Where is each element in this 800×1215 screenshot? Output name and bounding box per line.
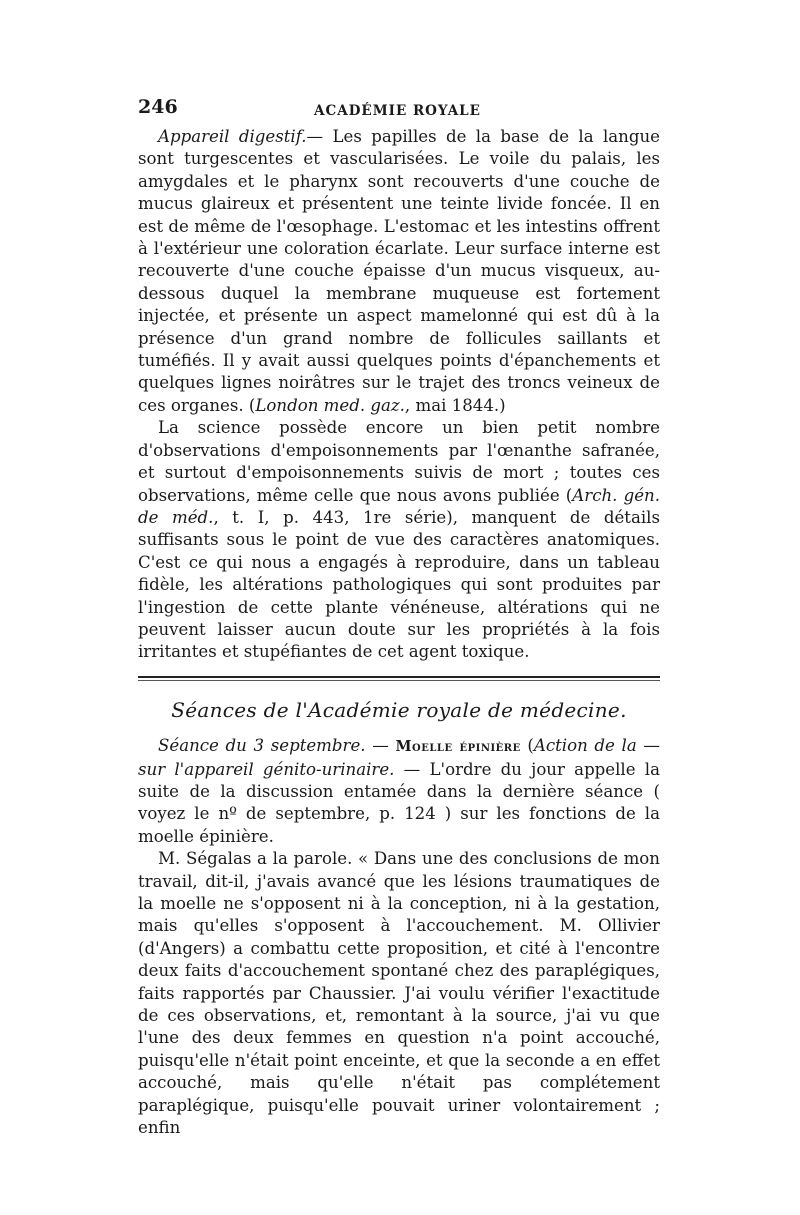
paragraph-seance xyxy=(138,735,660,848)
paren: ( xyxy=(520,736,534,756)
dash: — xyxy=(365,736,396,756)
topic-subheading: Action de la — sur l'appareil génito-urinaire. xyxy=(138,736,660,779)
page-number: 246 xyxy=(138,96,178,118)
section-divider-thin xyxy=(138,680,660,681)
topic-heading: Moelle épinière xyxy=(395,738,521,756)
seance-date: Séance du 3 septembre. xyxy=(158,736,366,756)
lead-heading: Appareil digestif. xyxy=(158,127,307,146)
paragraph-text: — L'ordre du jour appelle la suite de la discussion entamée dans la dernière séance ( voyez le nº de septembre, p. 124 ) sur les fonctions de la moelle épinière. xyxy=(138,759,661,846)
section-divider xyxy=(138,676,660,678)
section-title: Séances de l'Académie royale de médecine. xyxy=(171,697,627,722)
paragraph-text: — Les papilles de la base de la langue sont turgescentes et vascularisées. Le voile du palais, les amygdales et le pharynx sont recouverts d'une couche de mucus glaireux et présentent une teinte livide foncée. Il en est de même de l'œsophage. L'estomac et les intestins offrent à l'extérieur une coloration écarlate. Leur surface interne est recouverte d'une couche épaisse d'un mucus visqueux, au-dessous duquel la membrane muqueuse est fortement injectée, et présente un aspect mamelonné qui est dû à la présence d'un grand nombre de follicules saillants et tuméfiés. Il y avait aussi quelques points d'épanchements et quelques lignes noirâtres sur le trajet des troncs veineux de ces organes. ( xyxy=(138,127,660,415)
paragraph-digestive xyxy=(138,126,660,417)
reference: Arch. gén. de méd. xyxy=(138,485,660,527)
citation-date: , mai 1844.) xyxy=(404,395,506,415)
paragraph-segalas xyxy=(138,848,660,1139)
page-header xyxy=(138,96,660,122)
paragraph-text-cont: , t. I, p. 443, 1re série), manquent de détails suffisants sous le point de vue des caractères anatomiques. C'est ce qui nous a engagés à reproduire, dans un tableau fidèle, les altérations pathologiques qui sont produites par l'ingestion de cette plante vénéneuse, altérations qui ne peuvent laisser aucun doute sur les propriétés à la fois irritantes et stupéfiantes de cet agent toxique. xyxy=(138,507,660,662)
paragraph-text: La science possède encore un bien petit nombre d'observations d'empoisonnements par l'œnanthe safranée, et surtout d'empoisonnements suivis de mort ; toutes ces observations, même celle que nous avons publiée ( xyxy=(138,418,660,505)
book-page xyxy=(138,96,660,1139)
running-head: ACADÉMIE ROYALE xyxy=(314,103,481,119)
paragraph-science xyxy=(138,417,660,663)
citation: London med. gaz. xyxy=(255,395,405,415)
paragraph-text: M. Ségalas a la parole. « Dans une des conclusions de mon travail, dit-il, j'avais avancé que les lésions traumatiques de la moelle ne s'opposent ni à la conception, ni à la gestation, mais qu'elles s'opposent à l'accouchement. M. Ollivier (d'Angers) a combattu cette proposition, et cité à l'encontre deux faits d'accouchement spontané chez des paraplégiques, faits rapportés par Chaussier. J'ai voulu vérifier l'exactitude de ces observations, et, remontant à la source, j'ai vu que l'une des deux femmes en question n'a point accouché, puisqu'elle n'était point enceinte, et que la seconde a en effet accouché, mais qu'elle n'était pas complétement paraplégique, puisqu'elle pouvait uriner volontairement ; enfin xyxy=(138,849,660,1138)
